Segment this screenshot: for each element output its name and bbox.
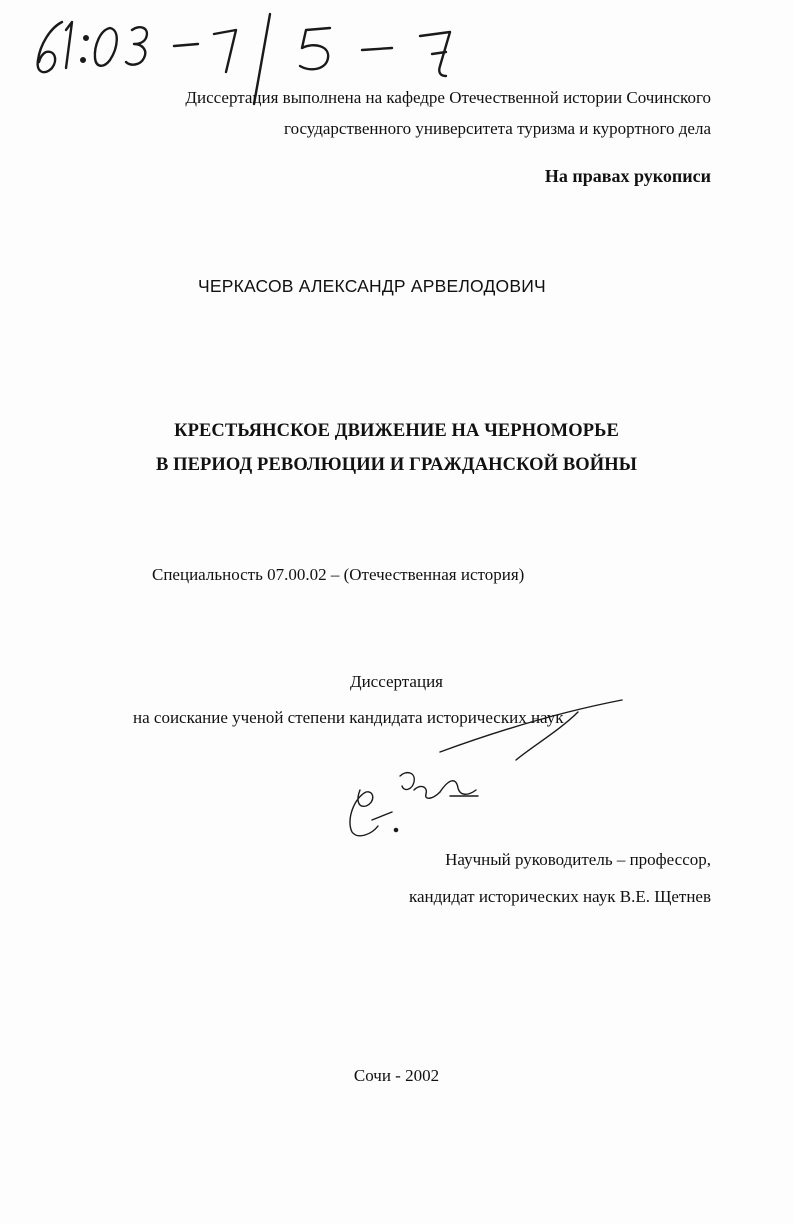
thesis-title-line-1: КРЕСТЬЯНСКОЕ ДВИЖЕНИЕ НА ЧЕРНОМОРЬЕ: [174, 421, 619, 441]
institution-line-2: государственного университета туризма и курортного дела: [284, 119, 711, 138]
institution-line-1: Диссертация выполнена на кафедре Отечественной истории Сочинского: [185, 88, 711, 107]
thesis-title-line-2: В ПЕРИОД РЕВОЛЮЦИИ И ГРАЖДАНСКОЙ ВОЙНЫ: [155, 455, 638, 475]
place-and-year: Сочи - 2002: [353, 1066, 440, 1085]
author-name: ЧЕРКАСОВ АЛЕКСАНДР АРВЕЛОДОВИЧ: [198, 276, 546, 296]
manuscript-rights-label: На правах рукописи: [544, 166, 711, 186]
degree-line-1: Диссертация: [349, 672, 443, 691]
degree-line-2: на соискание ученой степени кандидата исторических наук: [133, 708, 564, 727]
supervisor-line-2: кандидат исторических наук В.Е. Щетнев: [409, 887, 711, 906]
supervisor-line-1: Научный руководитель – профессор,: [445, 850, 711, 869]
specialty-line: Специальность 07.00.02 – (Отечественная история): [152, 565, 525, 584]
